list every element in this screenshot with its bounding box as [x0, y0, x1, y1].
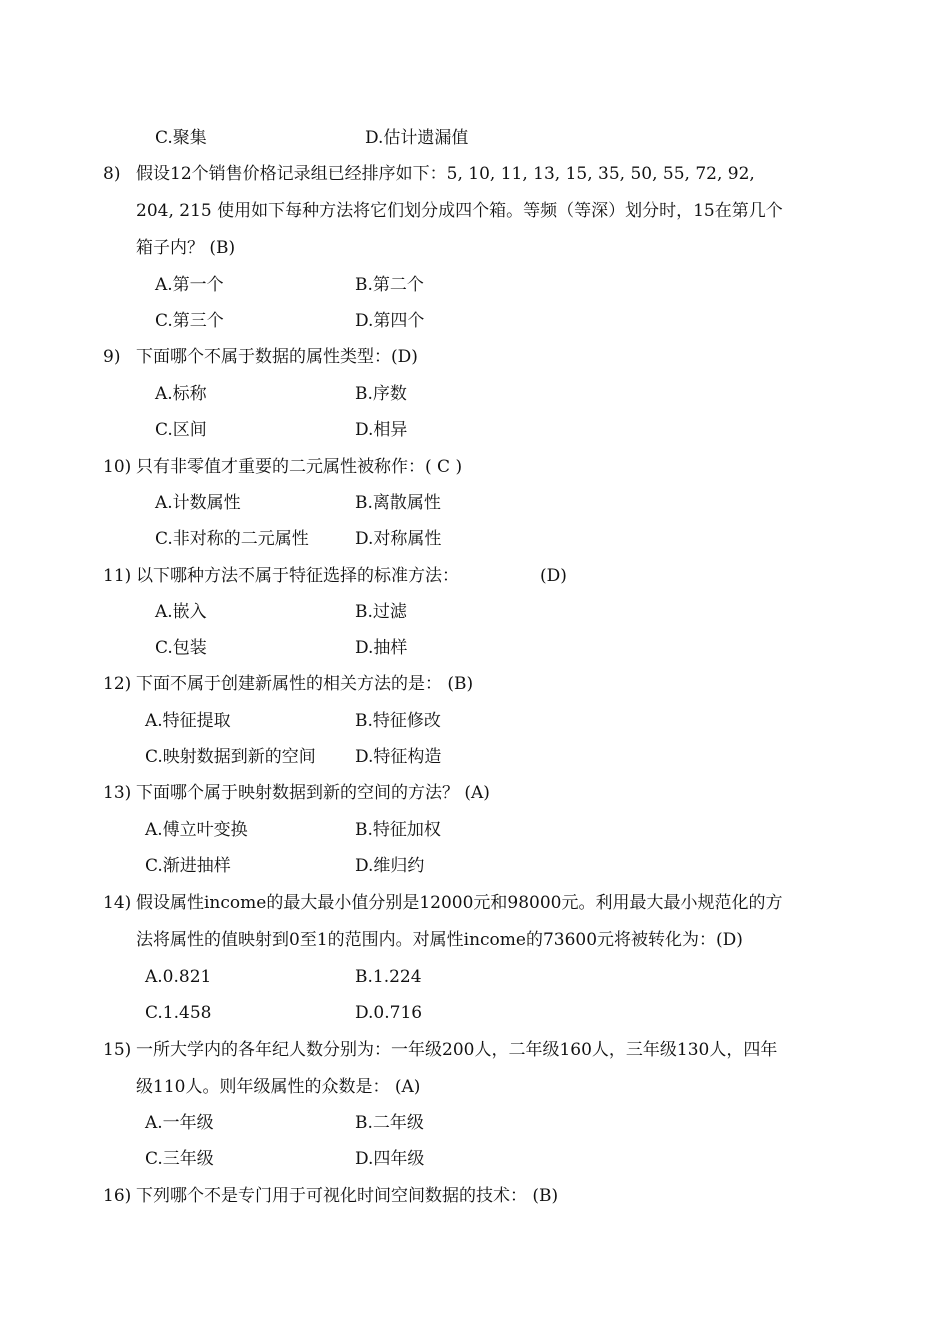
q15-option-c: C.三年级 — [145, 1149, 214, 1169]
q13-option-c: C.渐进抽样 — [145, 856, 231, 876]
q9-option-c: C.区间 — [155, 420, 207, 440]
q16-number: 16) — [103, 1186, 132, 1206]
q12-number: 12) — [103, 674, 132, 694]
q14-option-d: D.0.716 — [355, 1003, 423, 1023]
q8-text-line3: 箱子内？ (B) — [136, 238, 236, 258]
q15-text-line2: 级110人。则年级属性的众数是： (A) — [136, 1077, 421, 1097]
q10-number: 10) — [103, 457, 132, 477]
q11-option-a: A.嵌入 — [155, 602, 207, 622]
q13-option-a: A.傅立叶变换 — [145, 820, 248, 840]
q11-option-d: D.抽样 — [355, 638, 408, 658]
q12-option-a: A.特征提取 — [145, 711, 231, 731]
q8-option-c: C.第三个 — [155, 311, 224, 331]
q7-option-d: D.估计遗漏值 — [365, 128, 469, 148]
q11-option-b: B.过滤 — [355, 602, 407, 622]
q10-option-a: A.计数属性 — [155, 493, 241, 513]
q15-option-d: D.四年级 — [355, 1149, 425, 1169]
q12-option-c: C.映射数据到新的空间 — [145, 747, 316, 767]
q15-option-b: B.二年级 — [355, 1113, 424, 1133]
q14-option-c: C.1.458 — [145, 1003, 212, 1023]
q14-text-line2: 法将属性的值映射到0至1的范围内。对属性income的73600元将被转化为：(D) — [136, 930, 743, 950]
q12-option-b: B.特征修改 — [355, 711, 441, 731]
q15-text-line1: 一所大学内的各年纪人数分别为：一年级200人，二年级160人，三年级130人，四年 — [136, 1040, 778, 1060]
q9-option-a: A.标称 — [155, 384, 207, 404]
q15-number: 15) — [103, 1040, 132, 1060]
q13-option-b: B.特征加权 — [355, 820, 441, 840]
q14-number: 14) — [103, 893, 132, 913]
q8-number: 8) — [103, 164, 121, 184]
q10-option-c: C.非对称的二元属性 — [155, 529, 309, 549]
q14-option-b: B.1.224 — [355, 967, 422, 987]
q9-option-b: B.序数 — [355, 384, 407, 404]
q10-text: 只有非零值才重要的二元属性被称作：( C ) — [136, 457, 463, 477]
q14-text-line1: 假设属性income的最大最小值分别是12000元和98000元。利用最大最小规范化的方 — [136, 893, 783, 913]
q11-answer: (D) — [540, 566, 567, 586]
q9-number: 9) — [103, 347, 121, 367]
q13-number: 13) — [103, 783, 132, 803]
q13-option-d: D.维归约 — [355, 856, 425, 876]
q11-number: 11) — [103, 566, 132, 586]
q8-option-b: B.第二个 — [355, 275, 424, 295]
q12-option-d: D.特征构造 — [355, 747, 442, 767]
q10-option-b: B.离散属性 — [355, 493, 441, 513]
q11-option-c: C.包装 — [155, 638, 207, 658]
q8-option-a: A.第一个 — [155, 275, 224, 295]
q8-option-d: D.第四个 — [355, 311, 425, 331]
q8-text-line2: 204, 215 使用如下每种方法将它们划分成四个箱。等频（等深）划分时，15在第几个 — [136, 201, 783, 221]
q9-text: 下面哪个不属于数据的属性类型：(D) — [136, 347, 418, 367]
q13-text: 下面哪个属于映射数据到新的空间的方法？ (A) — [136, 783, 490, 803]
q10-option-d: D.对称属性 — [355, 529, 442, 549]
q11-text: 以下哪种方法不属于特征选择的标准方法： — [136, 566, 459, 586]
q15-option-a: A.一年级 — [145, 1113, 214, 1133]
q8-text-line1: 假设12个销售价格记录组已经排序如下：5, 10, 11, 13, 15, 35, 50, 55, 72, 92, — [136, 164, 755, 184]
q14-option-a: A.0.821 — [145, 967, 212, 987]
q7-option-c: C.聚集 — [155, 128, 207, 148]
q12-text: 下面不属于创建新属性的相关方法的是： (B) — [136, 674, 474, 694]
q9-option-d: D.相异 — [355, 420, 408, 440]
q16-text: 下列哪个不是专门用于可视化时间空间数据的技术： (B) — [136, 1186, 559, 1206]
